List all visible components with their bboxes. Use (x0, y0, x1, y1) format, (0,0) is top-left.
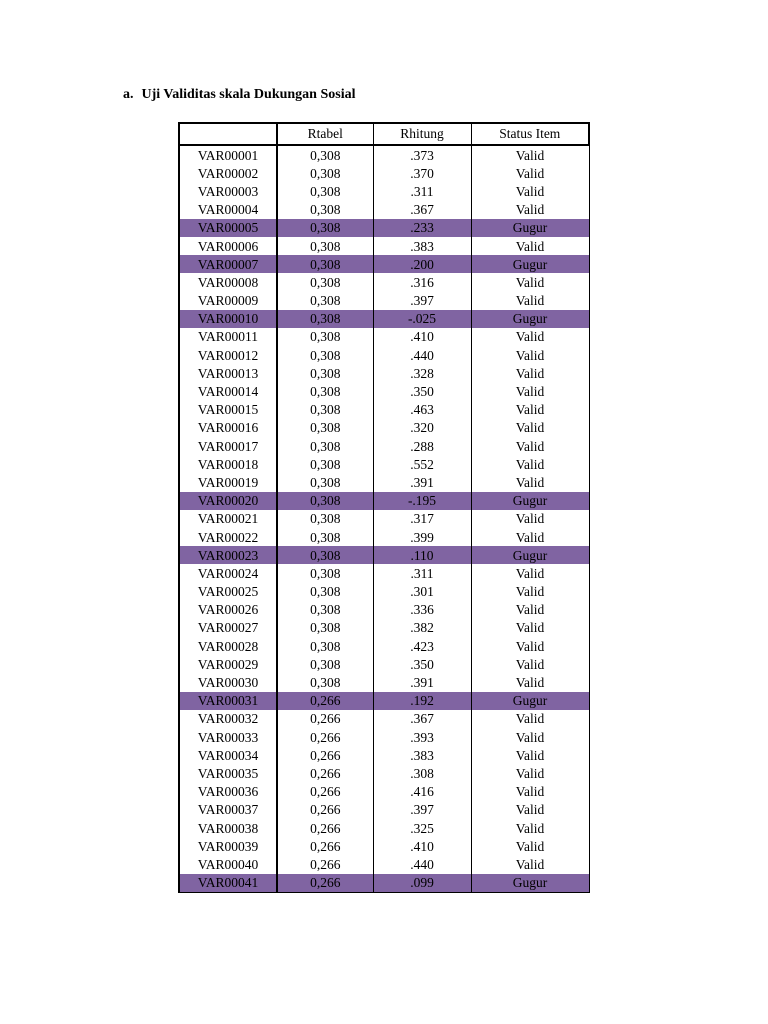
cell-variable: VAR00005 (179, 219, 277, 237)
cell-variable: VAR00002 (179, 164, 277, 182)
cell-status: Valid (471, 364, 589, 382)
cell-rtabel: 0,266 (277, 710, 373, 728)
cell-variable: VAR00037 (179, 801, 277, 819)
table-row (179, 619, 589, 637)
cell-rtabel: 0,266 (277, 783, 373, 801)
table-row (179, 164, 589, 182)
cell-variable: VAR00026 (179, 601, 277, 619)
cell-rhitung: .383 (373, 746, 471, 764)
cell-rhitung: -.195 (373, 492, 471, 510)
cell-rhitung: .200 (373, 255, 471, 273)
cell-rtabel: 0,308 (277, 310, 373, 328)
cell-rhitung: .399 (373, 528, 471, 546)
table-row (179, 473, 589, 491)
cell-status: Valid (471, 145, 589, 164)
cell-rtabel: 0,308 (277, 419, 373, 437)
cell-variable: VAR00017 (179, 437, 277, 455)
cell-rhitung: .367 (373, 710, 471, 728)
cell-variable: VAR00036 (179, 783, 277, 801)
table-row (179, 310, 589, 328)
cell-variable: VAR00025 (179, 583, 277, 601)
cell-rhitung: .328 (373, 364, 471, 382)
cell-status: Valid (471, 528, 589, 546)
cell-rhitung: .308 (373, 764, 471, 782)
header-rhitung: Rhitung (373, 123, 471, 145)
table-body (179, 145, 589, 892)
cell-rhitung: .350 (373, 382, 471, 400)
table-row (179, 364, 589, 382)
cell-rhitung: .110 (373, 546, 471, 564)
header-variable (179, 123, 277, 145)
cell-rhitung: .383 (373, 237, 471, 255)
cell-status: Valid (471, 601, 589, 619)
cell-status: Gugur (471, 546, 589, 564)
cell-status: Gugur (471, 255, 589, 273)
cell-status: Valid (471, 473, 589, 491)
cell-rhitung: -.025 (373, 310, 471, 328)
cell-status: Valid (471, 764, 589, 782)
cell-variable: VAR00018 (179, 455, 277, 473)
table-row (179, 801, 589, 819)
cell-rhitung: .350 (373, 655, 471, 673)
cell-rtabel: 0,308 (277, 292, 373, 310)
table-row (179, 182, 589, 200)
cell-rtabel: 0,308 (277, 510, 373, 528)
cell-rtabel: 0,266 (277, 692, 373, 710)
table-row (179, 492, 589, 510)
cell-variable: VAR00040 (179, 855, 277, 873)
cell-rtabel: 0,308 (277, 145, 373, 164)
table-row (179, 437, 589, 455)
cell-status: Valid (471, 710, 589, 728)
cell-rtabel: 0,308 (277, 401, 373, 419)
validity-table (178, 122, 590, 893)
cell-status: Gugur (471, 310, 589, 328)
table-header-row (179, 123, 589, 145)
cell-rtabel: 0,266 (277, 819, 373, 837)
table-row (179, 201, 589, 219)
cell-variable: VAR00023 (179, 546, 277, 564)
cell-variable: VAR00012 (179, 346, 277, 364)
table-row (179, 655, 589, 673)
table-row (179, 292, 589, 310)
table-row (179, 346, 589, 364)
cell-status: Gugur (471, 219, 589, 237)
cell-status: Valid (471, 437, 589, 455)
cell-rtabel: 0,308 (277, 219, 373, 237)
cell-variable: VAR00030 (179, 673, 277, 691)
table-row (179, 746, 589, 764)
cell-rtabel: 0,308 (277, 601, 373, 619)
cell-variable: VAR00032 (179, 710, 277, 728)
cell-rtabel: 0,308 (277, 546, 373, 564)
cell-status: Valid (471, 346, 589, 364)
table-row (179, 874, 589, 893)
cell-status: Gugur (471, 492, 589, 510)
cell-rtabel: 0,266 (277, 801, 373, 819)
table-row (179, 237, 589, 255)
table-row (179, 837, 589, 855)
cell-status: Valid (471, 201, 589, 219)
table-row (179, 382, 589, 400)
cell-rtabel: 0,308 (277, 273, 373, 291)
cell-rhitung: .397 (373, 292, 471, 310)
section-title: Uji Validitas skala Dukungan Sosial (141, 87, 356, 102)
cell-rtabel: 0,266 (277, 855, 373, 873)
cell-variable: VAR00041 (179, 874, 277, 893)
cell-variable: VAR00006 (179, 237, 277, 255)
table-row (179, 528, 589, 546)
cell-variable: VAR00016 (179, 419, 277, 437)
cell-variable: VAR00028 (179, 637, 277, 655)
cell-rhitung: .416 (373, 783, 471, 801)
cell-status: Gugur (471, 692, 589, 710)
cell-rhitung: .552 (373, 455, 471, 473)
table-row (179, 401, 589, 419)
cell-variable: VAR00038 (179, 819, 277, 837)
cell-rtabel: 0,308 (277, 473, 373, 491)
cell-rhitung: .391 (373, 673, 471, 691)
cell-rtabel: 0,308 (277, 528, 373, 546)
cell-rhitung: .301 (373, 583, 471, 601)
cell-variable: VAR00014 (179, 382, 277, 400)
cell-variable: VAR00029 (179, 655, 277, 673)
cell-status: Valid (471, 292, 589, 310)
cell-variable: VAR00008 (179, 273, 277, 291)
table-row (179, 710, 589, 728)
cell-rtabel: 0,308 (277, 655, 373, 673)
cell-status: Valid (471, 637, 589, 655)
cell-variable: VAR00033 (179, 728, 277, 746)
cell-status: Valid (471, 419, 589, 437)
cell-variable: VAR00011 (179, 328, 277, 346)
cell-rhitung: .320 (373, 419, 471, 437)
cell-rhitung: .397 (373, 801, 471, 819)
cell-rtabel: 0,266 (277, 764, 373, 782)
cell-status: Valid (471, 455, 589, 473)
cell-status: Valid (471, 801, 589, 819)
cell-status: Valid (471, 182, 589, 200)
cell-status: Valid (471, 164, 589, 182)
table-row (179, 455, 589, 473)
cell-variable: VAR00001 (179, 145, 277, 164)
cell-rtabel: 0,308 (277, 455, 373, 473)
cell-variable: VAR00021 (179, 510, 277, 528)
cell-rtabel: 0,308 (277, 382, 373, 400)
table-row (179, 728, 589, 746)
cell-variable: VAR00034 (179, 746, 277, 764)
cell-variable: VAR00015 (179, 401, 277, 419)
table-row (179, 764, 589, 782)
cell-variable: VAR00020 (179, 492, 277, 510)
cell-status: Valid (471, 728, 589, 746)
cell-rhitung: .410 (373, 837, 471, 855)
cell-rtabel: 0,308 (277, 346, 373, 364)
cell-rhitung: .393 (373, 728, 471, 746)
cell-rtabel: 0,308 (277, 328, 373, 346)
cell-variable: VAR00010 (179, 310, 277, 328)
cell-rhitung: .311 (373, 564, 471, 582)
cell-rtabel: 0,308 (277, 255, 373, 273)
cell-status: Valid (471, 273, 589, 291)
cell-rhitung: .233 (373, 219, 471, 237)
cell-variable: VAR00024 (179, 564, 277, 582)
cell-status: Valid (471, 237, 589, 255)
cell-rtabel: 0,308 (277, 437, 373, 455)
header-rtabel: Rtabel (277, 123, 373, 145)
cell-status: Valid (471, 401, 589, 419)
table-row (179, 601, 589, 619)
table-row (179, 219, 589, 237)
cell-rhitung: .317 (373, 510, 471, 528)
cell-rhitung: .336 (373, 601, 471, 619)
table-row (179, 328, 589, 346)
table-row (179, 692, 589, 710)
cell-rhitung: .367 (373, 201, 471, 219)
table-row (179, 546, 589, 564)
table-row (179, 783, 589, 801)
cell-rhitung: .373 (373, 145, 471, 164)
cell-variable: VAR00022 (179, 528, 277, 546)
header-status-item: Status Item (471, 123, 589, 145)
cell-rtabel: 0,308 (277, 237, 373, 255)
cell-status: Valid (471, 673, 589, 691)
cell-variable: VAR00007 (179, 255, 277, 273)
cell-rtabel: 0,308 (277, 164, 373, 182)
cell-rhitung: .423 (373, 637, 471, 655)
cell-rtabel: 0,308 (277, 583, 373, 601)
table-row (179, 819, 589, 837)
cell-status: Valid (471, 583, 589, 601)
cell-rtabel: 0,308 (277, 564, 373, 582)
cell-variable: VAR00019 (179, 473, 277, 491)
cell-variable: VAR00039 (179, 837, 277, 855)
cell-status: Valid (471, 328, 589, 346)
cell-rhitung: .311 (373, 182, 471, 200)
table-row (179, 637, 589, 655)
cell-variable: VAR00027 (179, 619, 277, 637)
cell-rhitung: .288 (373, 437, 471, 455)
cell-rhitung: .370 (373, 164, 471, 182)
table-row (179, 855, 589, 873)
cell-variable: VAR00009 (179, 292, 277, 310)
cell-status: Valid (471, 837, 589, 855)
table-row (179, 564, 589, 582)
table-row (179, 583, 589, 601)
cell-rtabel: 0,266 (277, 874, 373, 893)
table-row (179, 673, 589, 691)
cell-rtabel: 0,308 (277, 673, 373, 691)
section-marker: a. (123, 87, 134, 102)
cell-rtabel: 0,266 (277, 728, 373, 746)
cell-rtabel: 0,308 (277, 637, 373, 655)
cell-rtabel: 0,308 (277, 182, 373, 200)
table-row (179, 273, 589, 291)
cell-rhitung: .463 (373, 401, 471, 419)
cell-status: Valid (471, 819, 589, 837)
table-row (179, 255, 589, 273)
cell-rhitung: .440 (373, 346, 471, 364)
cell-variable: VAR00035 (179, 764, 277, 782)
cell-variable: VAR00013 (179, 364, 277, 382)
cell-status: Valid (471, 655, 589, 673)
cell-status: Valid (471, 510, 589, 528)
cell-rtabel: 0,308 (277, 201, 373, 219)
cell-variable: VAR00004 (179, 201, 277, 219)
cell-rhitung: .316 (373, 273, 471, 291)
cell-status: Valid (471, 619, 589, 637)
cell-rtabel: 0,266 (277, 837, 373, 855)
cell-rhitung: .192 (373, 692, 471, 710)
table-row (179, 510, 589, 528)
cell-status: Valid (471, 382, 589, 400)
cell-rtabel: 0,308 (277, 364, 373, 382)
cell-status: Gugur (471, 874, 589, 893)
cell-rtabel: 0,308 (277, 492, 373, 510)
cell-status: Valid (471, 855, 589, 873)
cell-status: Valid (471, 746, 589, 764)
cell-status: Valid (471, 564, 589, 582)
cell-rtabel: 0,266 (277, 746, 373, 764)
cell-rhitung: .325 (373, 819, 471, 837)
cell-rtabel: 0,308 (277, 619, 373, 637)
cell-rhitung: .382 (373, 619, 471, 637)
table-row (179, 419, 589, 437)
cell-variable: VAR00003 (179, 182, 277, 200)
table-row (179, 145, 589, 164)
cell-variable: VAR00031 (179, 692, 277, 710)
cell-rhitung: .099 (373, 874, 471, 893)
section-heading (123, 87, 355, 103)
cell-rhitung: .440 (373, 855, 471, 873)
cell-status: Valid (471, 783, 589, 801)
cell-rhitung: .391 (373, 473, 471, 491)
cell-rhitung: .410 (373, 328, 471, 346)
